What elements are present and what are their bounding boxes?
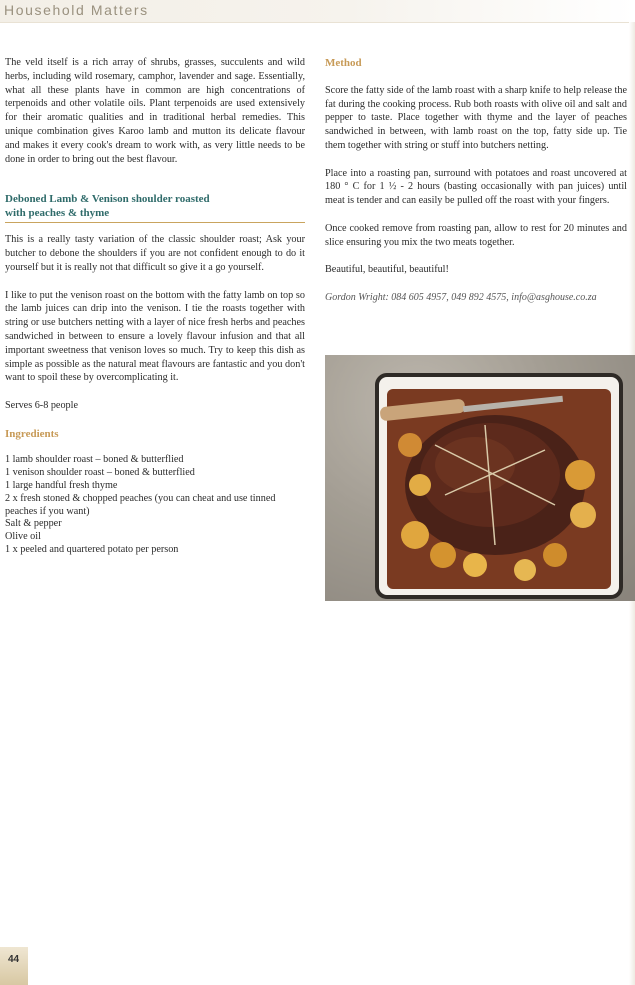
intro-paragraph: The veld itself is a rich array of shrubs, grasses, succulents and wild herbs, including wild rosemary, camphor, lavender and sage. Essentially, what all these plants have in common are high concentrations of terpenoids and other volatile oils. Plant terpenoids are used extensively for their aromatic qualities and in traditional herbal remedies. This unique combination gives Karoo lamb and mutton its delicate flavour and makes it every cook's dream to work with, as very little needs to be done in order to bring out the best flavour. [5,57,305,165]
right-column [325,56,627,304]
recipe-title-line-1: Deboned Lamb & Venison shoulder roasted [5,193,210,206]
recipe-intro-paragraph: This is a really tasty variation of the classic shoulder roast; Ask your butcher to debone the shoulders if you are not confident enough to do it yourself but it is really not that difficult so give it a go yourself. [5,234,305,273]
contact-line: Gordon Wright: 084 605 4957, 049 892 4575, info@asghouse.co.za [325,291,597,303]
page-header [0,0,635,23]
recipe-notes-paragraph: I like to put the venison roast on the bottom with the fatty lamb on top so the lamb juices can drip into the venison. I tie the roasts together with string or use butchers netting with a layer of nice fresh herbs and peaches sandwiched in between to ensure a lovely flavour infusion and that all important sweetness that venison loves so much. Try to keep this dish as simple as possible as the natural meat flavours are fantastic and you don't want to spoil these by overcomplicating it. [5,289,305,384]
left-column [5,56,305,557]
roast-photo [325,355,635,601]
ingredient-item: 1 lamb shoulder roast – boned & butterflied [5,454,184,466]
method-step: Score the fatty side of the lamb roast with a sharp knife to help release the fat during the cooking process. Rub both roasts with olive oil and salt and pepper to taste. Place together with thyme and the layer of peaches sandwiched in between, with lamb roast on the top, fatty side up. Tie them together with string or stuff into butchers netting. [325,84,627,151]
serves-text: Serves 6-8 people [5,399,78,411]
page-number-tab [0,947,28,985]
method-heading: Method [325,57,362,69]
recipe-title-line-2: with peaches & thyme [5,207,110,220]
ingredient-item: Salt & pepper [5,518,62,530]
ingredients-heading: Ingredients [5,427,59,440]
ingredients-list [5,454,305,556]
ingredient-item: 1 x peeled and quartered potato per person [5,543,179,555]
roasting-pan-illustration [325,355,635,601]
method-step: Once cooked remove from roasting pan, allow to rest for 20 minutes and slice ensuring you mix the two meats together. [325,222,627,248]
ingredient-item: 1 venison shoulder roast – boned & butterflied [5,467,195,479]
method-closing: Beautiful, beautiful, beautiful! [325,264,449,276]
recipe-title [5,192,305,223]
ingredient-item: Olive oil [5,531,41,543]
method-step: Place into a roasting pan, surround with potatoes and roast uncovered at 180 ° C for 1 ½ - 2 hours (basting occasionally with pan juices) until meat is tender and can easily be pulled off the roast with your fingers. [325,167,627,207]
section-title-header: Household Matters [4,2,149,18]
ingredient-item: 1 large handful fresh thyme [5,479,118,491]
ingredient-item: 2 x fresh stoned & chopped peaches (you can cheat and use tinned peaches if you want) [5,492,276,517]
page-number: 44 [8,954,20,965]
